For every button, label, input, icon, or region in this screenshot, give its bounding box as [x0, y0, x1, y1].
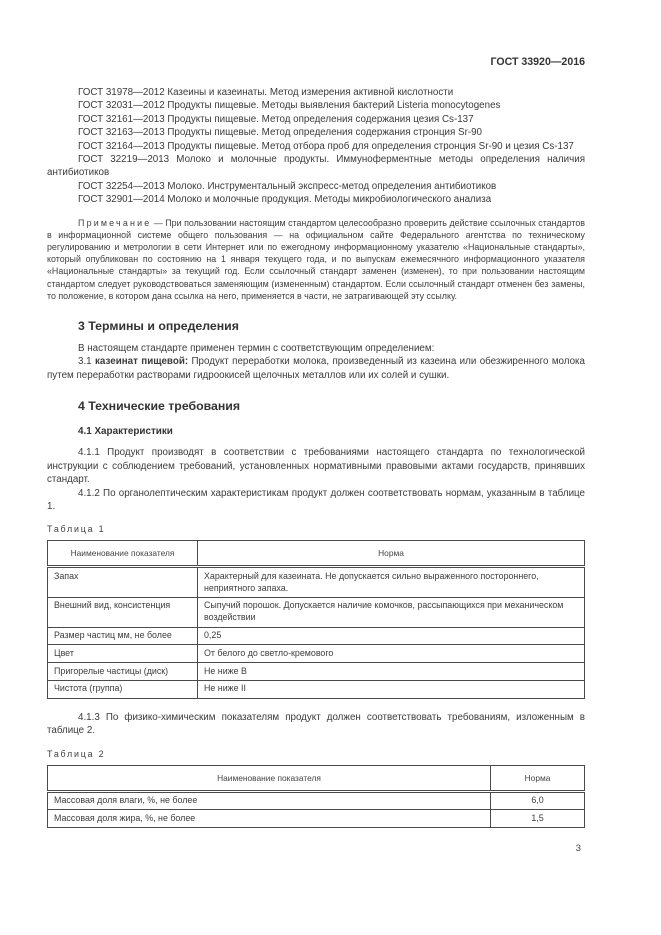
- table-row: [48, 791, 585, 810]
- table-row: [48, 597, 585, 627]
- subsection-4-1-heading: 4.1 Характеристики: [78, 426, 173, 438]
- table-1-header-norm: Норма: [198, 541, 585, 567]
- table-1: [47, 540, 585, 698]
- table-2-header-indicator: Наименование показателя: [48, 765, 491, 791]
- term-number: 3.1: [78, 356, 96, 368]
- term-name: казеинат пищевой:: [95, 356, 189, 368]
- reference-item: ГОСТ 32901—2014 Молоко и молочные продукция. Методы микробиологического анализа: [78, 194, 492, 206]
- table-1-header-row: [48, 541, 585, 567]
- indicator-cell: Массовая доля влаги, %, не более: [48, 791, 491, 810]
- reference-item: ГОСТ 32161—2013 Продукты пищевые. Метод определения содержания цезия Cs-137: [78, 113, 474, 125]
- page-number: 3: [575, 843, 581, 854]
- reference-item: ГОСТ 31978—2012 Казеины и казеинаты. Метод измерения активной кислотности: [78, 87, 454, 98]
- note-label: Примечание: [78, 217, 152, 228]
- norm-cell: Сыпучий порошок. Допускается наличие комочков, рассыпающихся при механическом воздействии: [198, 597, 585, 627]
- indicator-cell: Размер частиц мм, не более: [48, 627, 198, 645]
- table-row: [48, 680, 585, 698]
- section-4-heading: 4 Технические требования: [78, 399, 240, 414]
- indicator-cell: Чистота (группа): [48, 680, 198, 698]
- normative-references: [47, 86, 585, 207]
- paragraph-4-1-3: 4.1.3 По физико-химическим показателям продукт должен соответствовать требованиям, изложенным в таблице 2.: [47, 711, 585, 737]
- table-1-header-indicator: Наименование показателя: [48, 541, 198, 567]
- table-row: [48, 567, 585, 598]
- norm-cell: Характерный для казеината. Не допускается сильно выраженного постороннего, неприятного запаха.: [198, 567, 585, 598]
- table-row: [48, 627, 585, 645]
- indicator-cell: Цвет: [48, 645, 198, 663]
- paragraph-4-1-2: 4.1.2 По органолептическим характеристикам продукт должен соответствовать нормам, указанным в таблице 1.: [47, 487, 585, 512]
- page-content: [47, 86, 585, 828]
- running-header: ГОСТ 33920—2016: [490, 56, 585, 68]
- table-row: [48, 810, 585, 828]
- indicator-cell: Пригорелые частицы (диск): [48, 663, 198, 681]
- reference-item: ГОСТ 32031—2012 Продукты пищевые. Методы выявления бактерий Listeria monocytogenes: [78, 100, 501, 112]
- table-2-caption: Таблица 2: [47, 748, 106, 759]
- reference-item: ГОСТ 32164—2013 Продукты пищевые. Метод отбора проб для определения стронция Sr-90 и цезия Cs-137: [78, 140, 574, 152]
- term-definition: [47, 355, 585, 382]
- section-3-heading: 3 Термины и определения: [78, 319, 239, 334]
- table-2: [47, 765, 585, 829]
- note-paragraph: [47, 217, 585, 302]
- note-text: — При пользовании настоящим стандартом целесообразно проверить действие ссылочных стандартов в информационной системе общего пользования — на официальном сайте Федерального агентства по техническому регулированию и метрологии в сети Интернет или по ежегодному информационному указателю «Национальные стандарты», который опубликован по состоянию на 1 января текущего года, и по выпускам ежемесячного информационного указателя «Национальные стандарты» за текущий год. Если ссылочный стандарт заменен (изменен), то при пользовании настоящим стандартом следует руководствоваться заменяющим (измененным) стандартом. Если ссылочный стандарт отменен без замены, то положение, в котором дана ссылка на него, применяется в части, не затрагивающей эту ссылку.: [47, 217, 585, 301]
- section-3-intro: В настоящем стандарте применен термин с соответствующим определением:: [78, 343, 435, 355]
- indicator-cell: Массовая доля жира, %, не более: [48, 810, 491, 828]
- table-row: [48, 645, 585, 663]
- paragraph-4-1-1: 4.1.1 Продукт производят в соответствии с требованиями настоящего стандарта по технологической инструкции с соблюдением требований, установленных нормативными правовыми актами государств, принявших стандарт.: [47, 447, 585, 486]
- reference-item: ГОСТ 32219—2013 Молоко и молочные продукты. Иммуноферментные методы определения наличия антибиотиков: [47, 154, 585, 179]
- table-2-header-norm: Норма: [491, 765, 585, 791]
- reference-item: ГОСТ 32163—2013 Продукты пищевые. Метод определения содержания стронция Sr-90: [78, 127, 483, 139]
- term-text: Продукт переработки молока, произведенный из казеина или обезжиренного молока путем переработки растворами гидроокисей щелочных металлов или их солей и сушки.: [47, 356, 586, 381]
- indicator-cell: Внешний вид, консистенция: [48, 597, 198, 627]
- norm-cell: Не ниже II: [198, 680, 585, 698]
- norm-cell: 1,5: [491, 810, 585, 828]
- table-1-caption: Таблица 1: [47, 524, 106, 535]
- norm-cell: 6,0: [491, 791, 585, 810]
- norm-cell: От белого до светло-кремового: [198, 645, 585, 663]
- norm-cell: Не ниже В: [198, 663, 585, 681]
- table-2-header-row: [48, 765, 585, 791]
- norm-cell: 0,25: [198, 627, 585, 645]
- table-row: [48, 663, 585, 681]
- reference-item: ГОСТ 32254—2013 Молоко. Инструментальный экспресс-метод определения антибиотиков: [78, 180, 497, 192]
- indicator-cell: Запах: [48, 567, 198, 598]
